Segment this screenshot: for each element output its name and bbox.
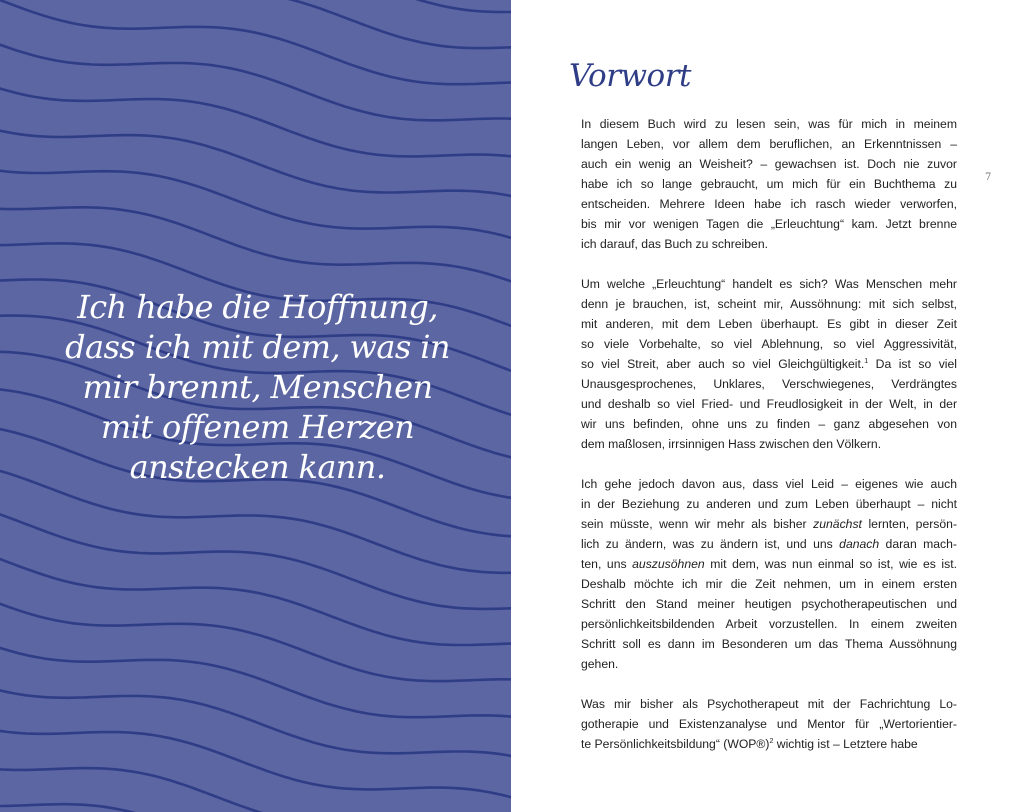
text-line: Schritt soll es dann im Besonderen um das Thema Aussöhnung <box>581 637 957 651</box>
right-page <box>511 0 1020 812</box>
wave-line <box>0 0 511 12</box>
paragraph <box>581 474 957 674</box>
paragraph <box>581 274 957 454</box>
text-segment: mit dem, was nun einmal so ist, wie es ist. <box>704 557 957 571</box>
text-line <box>581 554 957 574</box>
text-segment: lich zu ändern, was zu ändern ist, und uns <box>581 537 840 551</box>
text-segment: daran mach- <box>879 537 957 551</box>
wave-line <box>0 688 511 758</box>
text-line: und deshalb so viel Fried- und Freudlosigkeit in der Welt, in der <box>581 397 957 411</box>
text-line: Um welche „Erleuchtung“ handelt es sich? Was Menschen mehr <box>581 277 957 291</box>
text-line: Deshalb möchte ich mir die Zeit nehmen, um in einem ersten <box>581 577 957 591</box>
text-line: dem maßlosen, irrsinnigen Hass zwischen den Völkern. <box>581 437 882 451</box>
emphasis-text: auszusöhnen <box>632 557 705 571</box>
emphasis-text: zunächst <box>813 517 862 531</box>
page-number: 7 <box>985 172 992 183</box>
wave-line <box>0 128 511 197</box>
wave-line <box>0 41 511 120</box>
quote-line: Ich habe die Hoffnung, <box>77 288 438 326</box>
text-line: persönlichkeitsbildenden Arbeit vorzustellen. In einem zweiten <box>581 617 957 631</box>
wave-line <box>0 600 511 681</box>
text-line: In diesem Buch wird zu lesen sein, was für mich in meinem <box>581 117 957 131</box>
text-line: Was mir bisher als Psychotherapeut mit der Fachrichtung Lo- <box>581 697 957 711</box>
text-line: entscheiden. Mehrere Ideen habe ich rasch wieder verworfen, <box>581 197 957 211</box>
text-line: Ich gehe jedoch davon aus, dass viel Leid – eigenes wie auch <box>581 477 957 491</box>
text-line: gotherapie und Existenzanalyse und Mentor für „Wertorientier- <box>581 717 957 731</box>
text-segment: so viel Streit, aber auch so viel Gleichgültigkeit. <box>581 357 865 371</box>
text-line <box>581 734 957 754</box>
quote-line: mit offenem Herzen <box>100 408 415 446</box>
chapter-heading: Vorwort <box>569 58 691 94</box>
quote <box>40 287 475 487</box>
paragraph <box>581 114 957 254</box>
text-segment: wichtig ist – Letztere habe <box>773 737 918 751</box>
text-line <box>581 354 957 374</box>
text-segment: te Persönlichkeitsbildung“ (WOP®) <box>581 737 770 751</box>
text-line: ich darauf, das Buch zu schreiben. <box>581 237 768 251</box>
quote-line: mir brennt, Menschen <box>82 368 433 406</box>
text-segment: Da ist so viel <box>868 357 957 371</box>
footnote-marker: 2 <box>769 738 774 745</box>
text-line <box>581 514 957 534</box>
wave-line <box>0 729 511 799</box>
text-line: langen Leben, vor allem dem beruflichen, an Erkenntnissen – <box>581 137 957 151</box>
quote-line: anstecken kann. <box>129 448 386 486</box>
text-line: Unausgesprochenes, Unklares, Verschwiegenes, Verdrängtes <box>581 377 957 391</box>
footnote-marker: 1 <box>864 358 869 365</box>
text-line: denn je brauchen, ist, scheint mir, Aussöhnung: mit sich selbst, <box>581 297 957 311</box>
quote-line: dass ich mit dem, was in <box>65 328 450 366</box>
text-line: mit anderen, mit dem Leben überhaupt. Es gibt in dieser Zeit <box>581 317 957 331</box>
text-line: so viele Vorbehalte, so viel Ablehnung, so viel Aggressivität, <box>581 337 957 351</box>
text-segment: ten, uns <box>581 557 633 571</box>
emphasis-text: danach <box>839 537 880 551</box>
text-line: gehen. <box>581 657 619 671</box>
wave-line <box>0 555 511 645</box>
text-segment: lernten, persön- <box>861 517 957 531</box>
text-segment: sein müsste, wenn wir mehr als bisher <box>581 517 814 531</box>
text-line: auch ein wenig an Weisheit? – gewachsen ist. Doch nie zuvor <box>581 157 957 171</box>
text-line: habe ich so lange gebraucht, um mich für ein Buchthema zu <box>581 177 957 191</box>
text-line <box>581 534 957 554</box>
body-text <box>581 114 957 774</box>
wave-line <box>0 207 511 283</box>
wave-line <box>0 169 511 240</box>
text-line: bis mir vor wenigen Tagen die „Erleuchtung“ kam. Jetzt brenne <box>581 217 957 231</box>
paragraph <box>581 694 957 754</box>
wave-line <box>0 0 511 84</box>
text-line: Schritt den Stand meiner heutigen psychotherapeutischen und <box>581 597 957 611</box>
text-line: wir uns befinden, ohne uns zu finden – ganz abgesehen von <box>581 417 957 431</box>
text-line: in der Beziehung zu anderen und zum Leben überhaupt – nicht <box>581 497 957 511</box>
wave-line <box>0 511 511 609</box>
